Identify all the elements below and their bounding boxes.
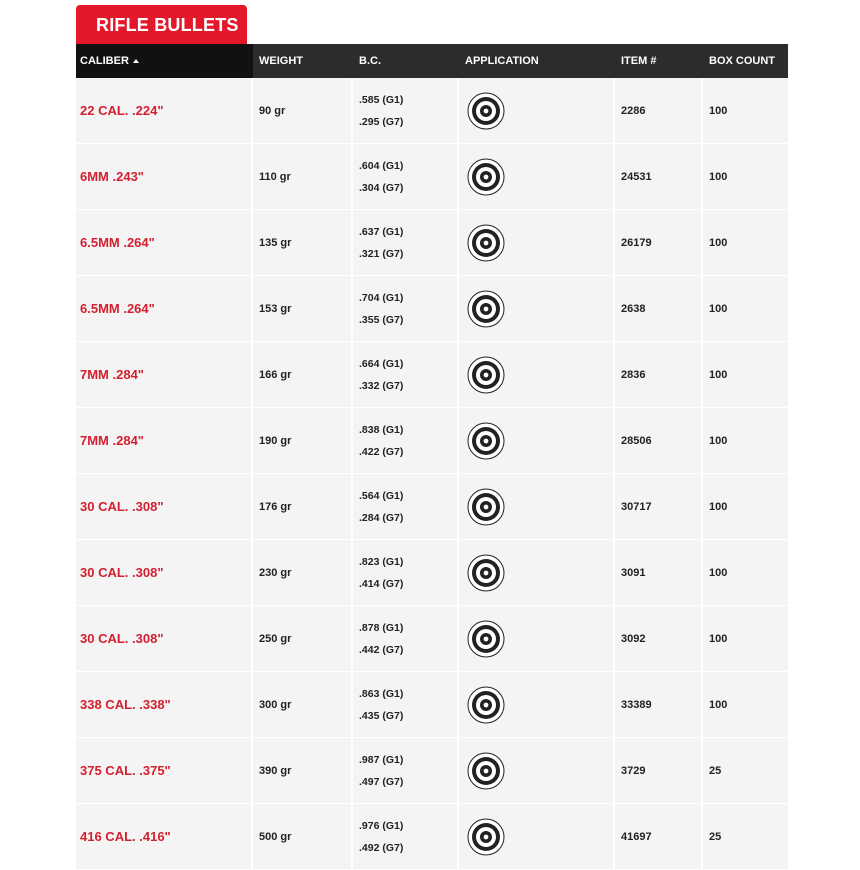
application-cell [459, 672, 615, 737]
table-row [76, 144, 788, 210]
bc-g7-value: .422 (G7) [359, 445, 404, 458]
bc-g1-value: .823 (G1) [359, 555, 404, 568]
item-number-cell: 2638 [615, 276, 703, 341]
table-row [76, 276, 788, 342]
target-icon [467, 290, 505, 328]
target-icon [467, 818, 505, 856]
bc-g7-value: .321 (G7) [359, 247, 404, 260]
bc-g1-value: .863 (G1) [359, 687, 404, 700]
bc-g7-value: .435 (G7) [359, 709, 404, 722]
bc-cell [353, 276, 459, 341]
caliber-link[interactable]: 7MM .284" [76, 408, 253, 473]
bc-g7-value: .284 (G7) [359, 511, 404, 524]
application-column-header: APPLICATION [465, 55, 539, 67]
weight-cell: 166 gr [253, 342, 353, 407]
box-count-cell: 25 [709, 830, 722, 843]
target-icon [467, 224, 505, 262]
caliber-link[interactable]: 6MM .243" [76, 144, 253, 209]
caliber-link[interactable]: 30 CAL. .308" [76, 474, 253, 539]
bc-g7-value: .304 (G7) [359, 181, 404, 194]
caliber-column-header[interactable] [76, 44, 253, 78]
weight-cell: 300 gr [253, 672, 353, 737]
caliber-link[interactable]: 6.5MM .264" [76, 210, 253, 275]
application-cell [459, 342, 615, 407]
application-cell [459, 210, 615, 275]
box-count-cell: 100 [709, 104, 728, 117]
bc-g7-value: .355 (G7) [359, 313, 404, 326]
bc-g1-value: .564 (G1) [359, 489, 404, 502]
bc-cell [353, 210, 459, 275]
caliber-link[interactable]: 375 CAL. .375" [76, 738, 253, 803]
bc-g1-value: .704 (G1) [359, 291, 404, 304]
caliber-header-label: CALIBER [80, 55, 129, 67]
bc-column-header: B.C. [359, 55, 381, 67]
bc-cell [353, 804, 459, 869]
bc-g1-value: .878 (G1) [359, 621, 404, 634]
box-count-cell: 100 [709, 434, 728, 447]
target-icon [467, 620, 505, 658]
tab-rifle-bullets[interactable]: RIFLE BULLETS [76, 5, 247, 44]
box-count-cell: 100 [709, 500, 728, 513]
table-row [76, 540, 788, 606]
bc-g7-value: .295 (G7) [359, 115, 404, 128]
target-icon [467, 554, 505, 592]
item-number-cell: 28506 [615, 408, 703, 473]
target-icon [467, 158, 505, 196]
table-body [76, 78, 788, 870]
weight-cell: 250 gr [253, 606, 353, 671]
box-count-cell: 100 [709, 632, 728, 645]
bc-cell [353, 408, 459, 473]
weight-cell: 90 gr [253, 78, 353, 143]
bc-cell [353, 540, 459, 605]
table-row [76, 606, 788, 672]
box-count-cell: 25 [709, 764, 722, 777]
application-cell [459, 144, 615, 209]
bc-g7-value: .332 (G7) [359, 379, 404, 392]
table-row [76, 210, 788, 276]
weight-cell: 135 gr [253, 210, 353, 275]
weight-cell: 500 gr [253, 804, 353, 869]
bc-cell [353, 606, 459, 671]
item-column-header: ITEM # [621, 55, 657, 67]
bc-g1-value: .604 (G1) [359, 159, 404, 172]
bc-g7-value: .497 (G7) [359, 775, 404, 788]
application-cell [459, 408, 615, 473]
caliber-link[interactable]: 30 CAL. .308" [76, 540, 253, 605]
item-number-cell: 2286 [615, 78, 703, 143]
bc-g1-value: .585 (G1) [359, 93, 404, 106]
target-icon [467, 356, 505, 394]
sort-ascending-icon [133, 59, 139, 63]
weight-cell: 110 gr [253, 144, 353, 209]
bc-cell [353, 78, 459, 143]
table-row [76, 804, 788, 870]
weight-cell: 190 gr [253, 408, 353, 473]
weight-column-header: WEIGHT [259, 55, 303, 67]
box-count-cell: 100 [709, 236, 728, 249]
item-number-cell: 3729 [615, 738, 703, 803]
bc-g7-value: .492 (G7) [359, 841, 404, 854]
application-cell [459, 276, 615, 341]
application-cell [459, 606, 615, 671]
box-count-cell: 100 [709, 566, 728, 579]
table-row [76, 672, 788, 738]
caliber-link[interactable]: 7MM .284" [76, 342, 253, 407]
bc-g1-value: .637 (G1) [359, 225, 404, 238]
bc-g1-value: .838 (G1) [359, 423, 404, 436]
item-number-cell: 3091 [615, 540, 703, 605]
caliber-link[interactable]: 22 CAL. .224" [76, 78, 253, 143]
target-icon [467, 92, 505, 130]
item-number-cell: 30717 [615, 474, 703, 539]
weight-cell: 390 gr [253, 738, 353, 803]
target-icon [467, 752, 505, 790]
target-icon [467, 488, 505, 526]
bullet-table [76, 44, 788, 870]
item-number-cell: 3092 [615, 606, 703, 671]
table-row [76, 738, 788, 804]
weight-cell: 230 gr [253, 540, 353, 605]
item-number-cell: 2836 [615, 342, 703, 407]
bc-cell [353, 738, 459, 803]
target-icon [467, 686, 505, 724]
weight-cell: 176 gr [253, 474, 353, 539]
box-count-cell: 100 [709, 698, 728, 711]
bc-g7-value: .414 (G7) [359, 577, 404, 590]
item-number-cell: 24531 [615, 144, 703, 209]
bc-cell [353, 342, 459, 407]
table-row [76, 474, 788, 540]
bc-g1-value: .976 (G1) [359, 819, 404, 832]
bc-cell [353, 474, 459, 539]
bc-g7-value: .442 (G7) [359, 643, 404, 656]
item-number-cell: 33389 [615, 672, 703, 737]
application-cell [459, 78, 615, 143]
caliber-link[interactable]: 30 CAL. .308" [76, 606, 253, 671]
bc-g1-value: .987 (G1) [359, 753, 404, 766]
bc-g1-value: .664 (G1) [359, 357, 404, 370]
bc-cell [353, 144, 459, 209]
item-number-cell: 26179 [615, 210, 703, 275]
application-cell [459, 804, 615, 869]
item-number-cell: 41697 [615, 804, 703, 869]
application-cell [459, 540, 615, 605]
target-icon [467, 422, 505, 460]
box-count-cell: 100 [709, 368, 728, 381]
application-cell [459, 474, 615, 539]
caliber-link[interactable]: 338 CAL. .338" [76, 672, 253, 737]
box-count-cell: 100 [709, 170, 728, 183]
table-row [76, 408, 788, 474]
table-row [76, 342, 788, 408]
table-row [76, 78, 788, 144]
box-count-cell: 100 [709, 302, 728, 315]
table-header [76, 44, 788, 78]
weight-cell: 153 gr [253, 276, 353, 341]
bc-cell [353, 672, 459, 737]
application-cell [459, 738, 615, 803]
caliber-link[interactable]: 416 CAL. .416" [76, 804, 253, 869]
caliber-link[interactable]: 6.5MM .264" [76, 276, 253, 341]
box-count-column-header: BOX COUNT [709, 55, 775, 67]
